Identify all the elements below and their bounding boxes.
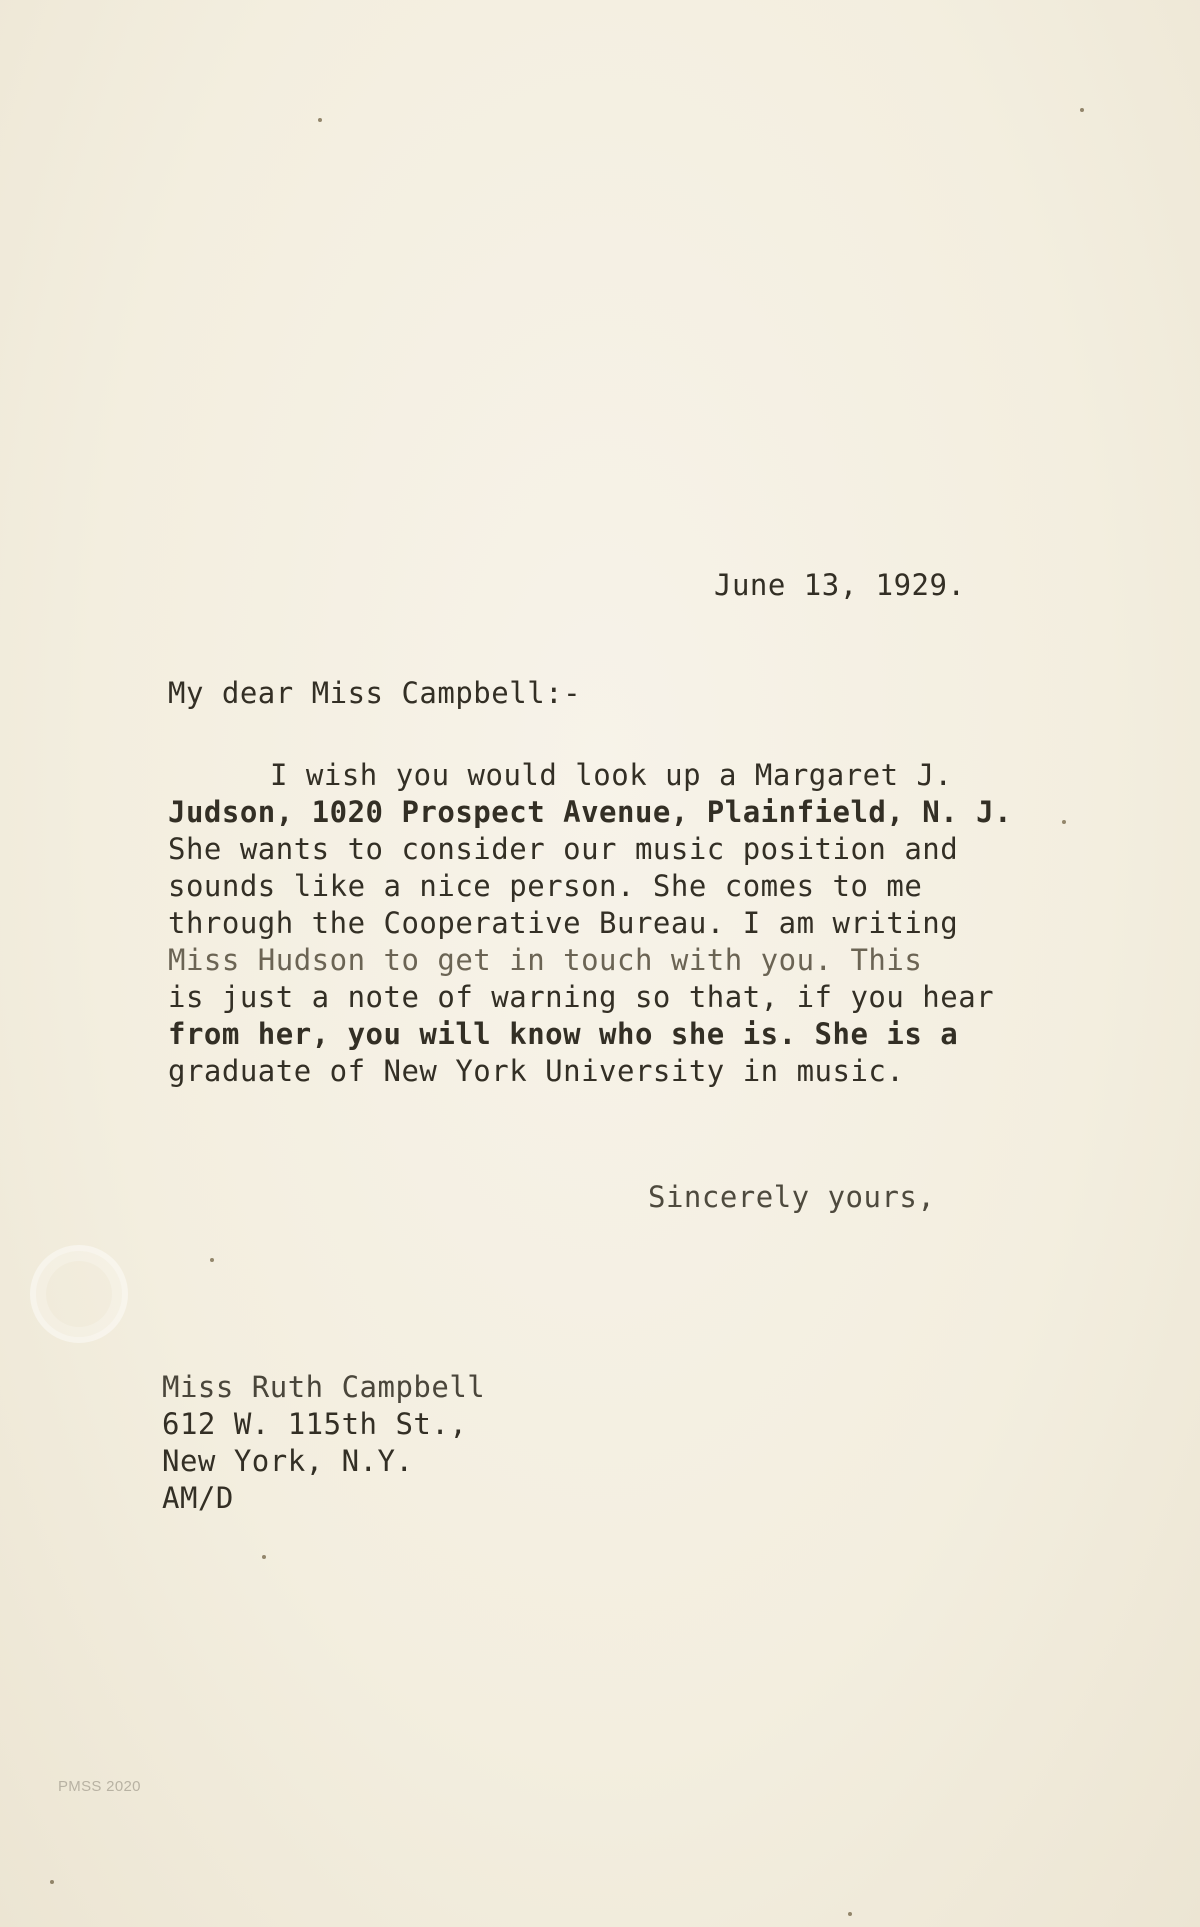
body-line: from her, you will know who she is. She is a <box>168 1017 959 1051</box>
recipient-name: Miss Ruth Campbell <box>162 1370 486 1404</box>
body-line: through the Cooperative Bureau. I am writing <box>168 906 959 940</box>
salutation: My dear Miss Campbell:- <box>168 676 582 710</box>
body-line: I wish you would look up a Margaret J. <box>270 758 953 792</box>
letter-date: June 13, 1929. <box>714 568 966 602</box>
paper-speck <box>262 1555 266 1559</box>
body-line: sounds like a nice person. She comes to me <box>168 869 923 903</box>
archive-watermark: PMSS 2020 <box>58 1778 141 1795</box>
paper-speck <box>1062 820 1066 824</box>
paper-speck <box>318 118 322 122</box>
body-line: Miss Hudson to get in touch with you. This <box>168 943 923 977</box>
paper-speck <box>50 1880 54 1884</box>
recipient-city: New York, N.Y. <box>162 1444 414 1478</box>
paper-speck <box>210 1258 214 1262</box>
embossed-seal <box>30 1245 128 1343</box>
paper-speck <box>848 1912 852 1916</box>
body-line: is just a note of warning so that, if you hear <box>168 980 995 1014</box>
body-line: graduate of New York University in music. <box>168 1054 905 1088</box>
body-line: Judson, 1020 Prospect Avenue, Plainfield, N. J. <box>168 795 1013 829</box>
body-line: She wants to consider our music position and <box>168 832 959 866</box>
typist-initials: AM/D <box>162 1481 234 1515</box>
closing: Sincerely yours, <box>648 1180 936 1214</box>
recipient-street: 612 W. 115th St., <box>162 1407 468 1441</box>
paper-speck <box>1080 108 1084 112</box>
